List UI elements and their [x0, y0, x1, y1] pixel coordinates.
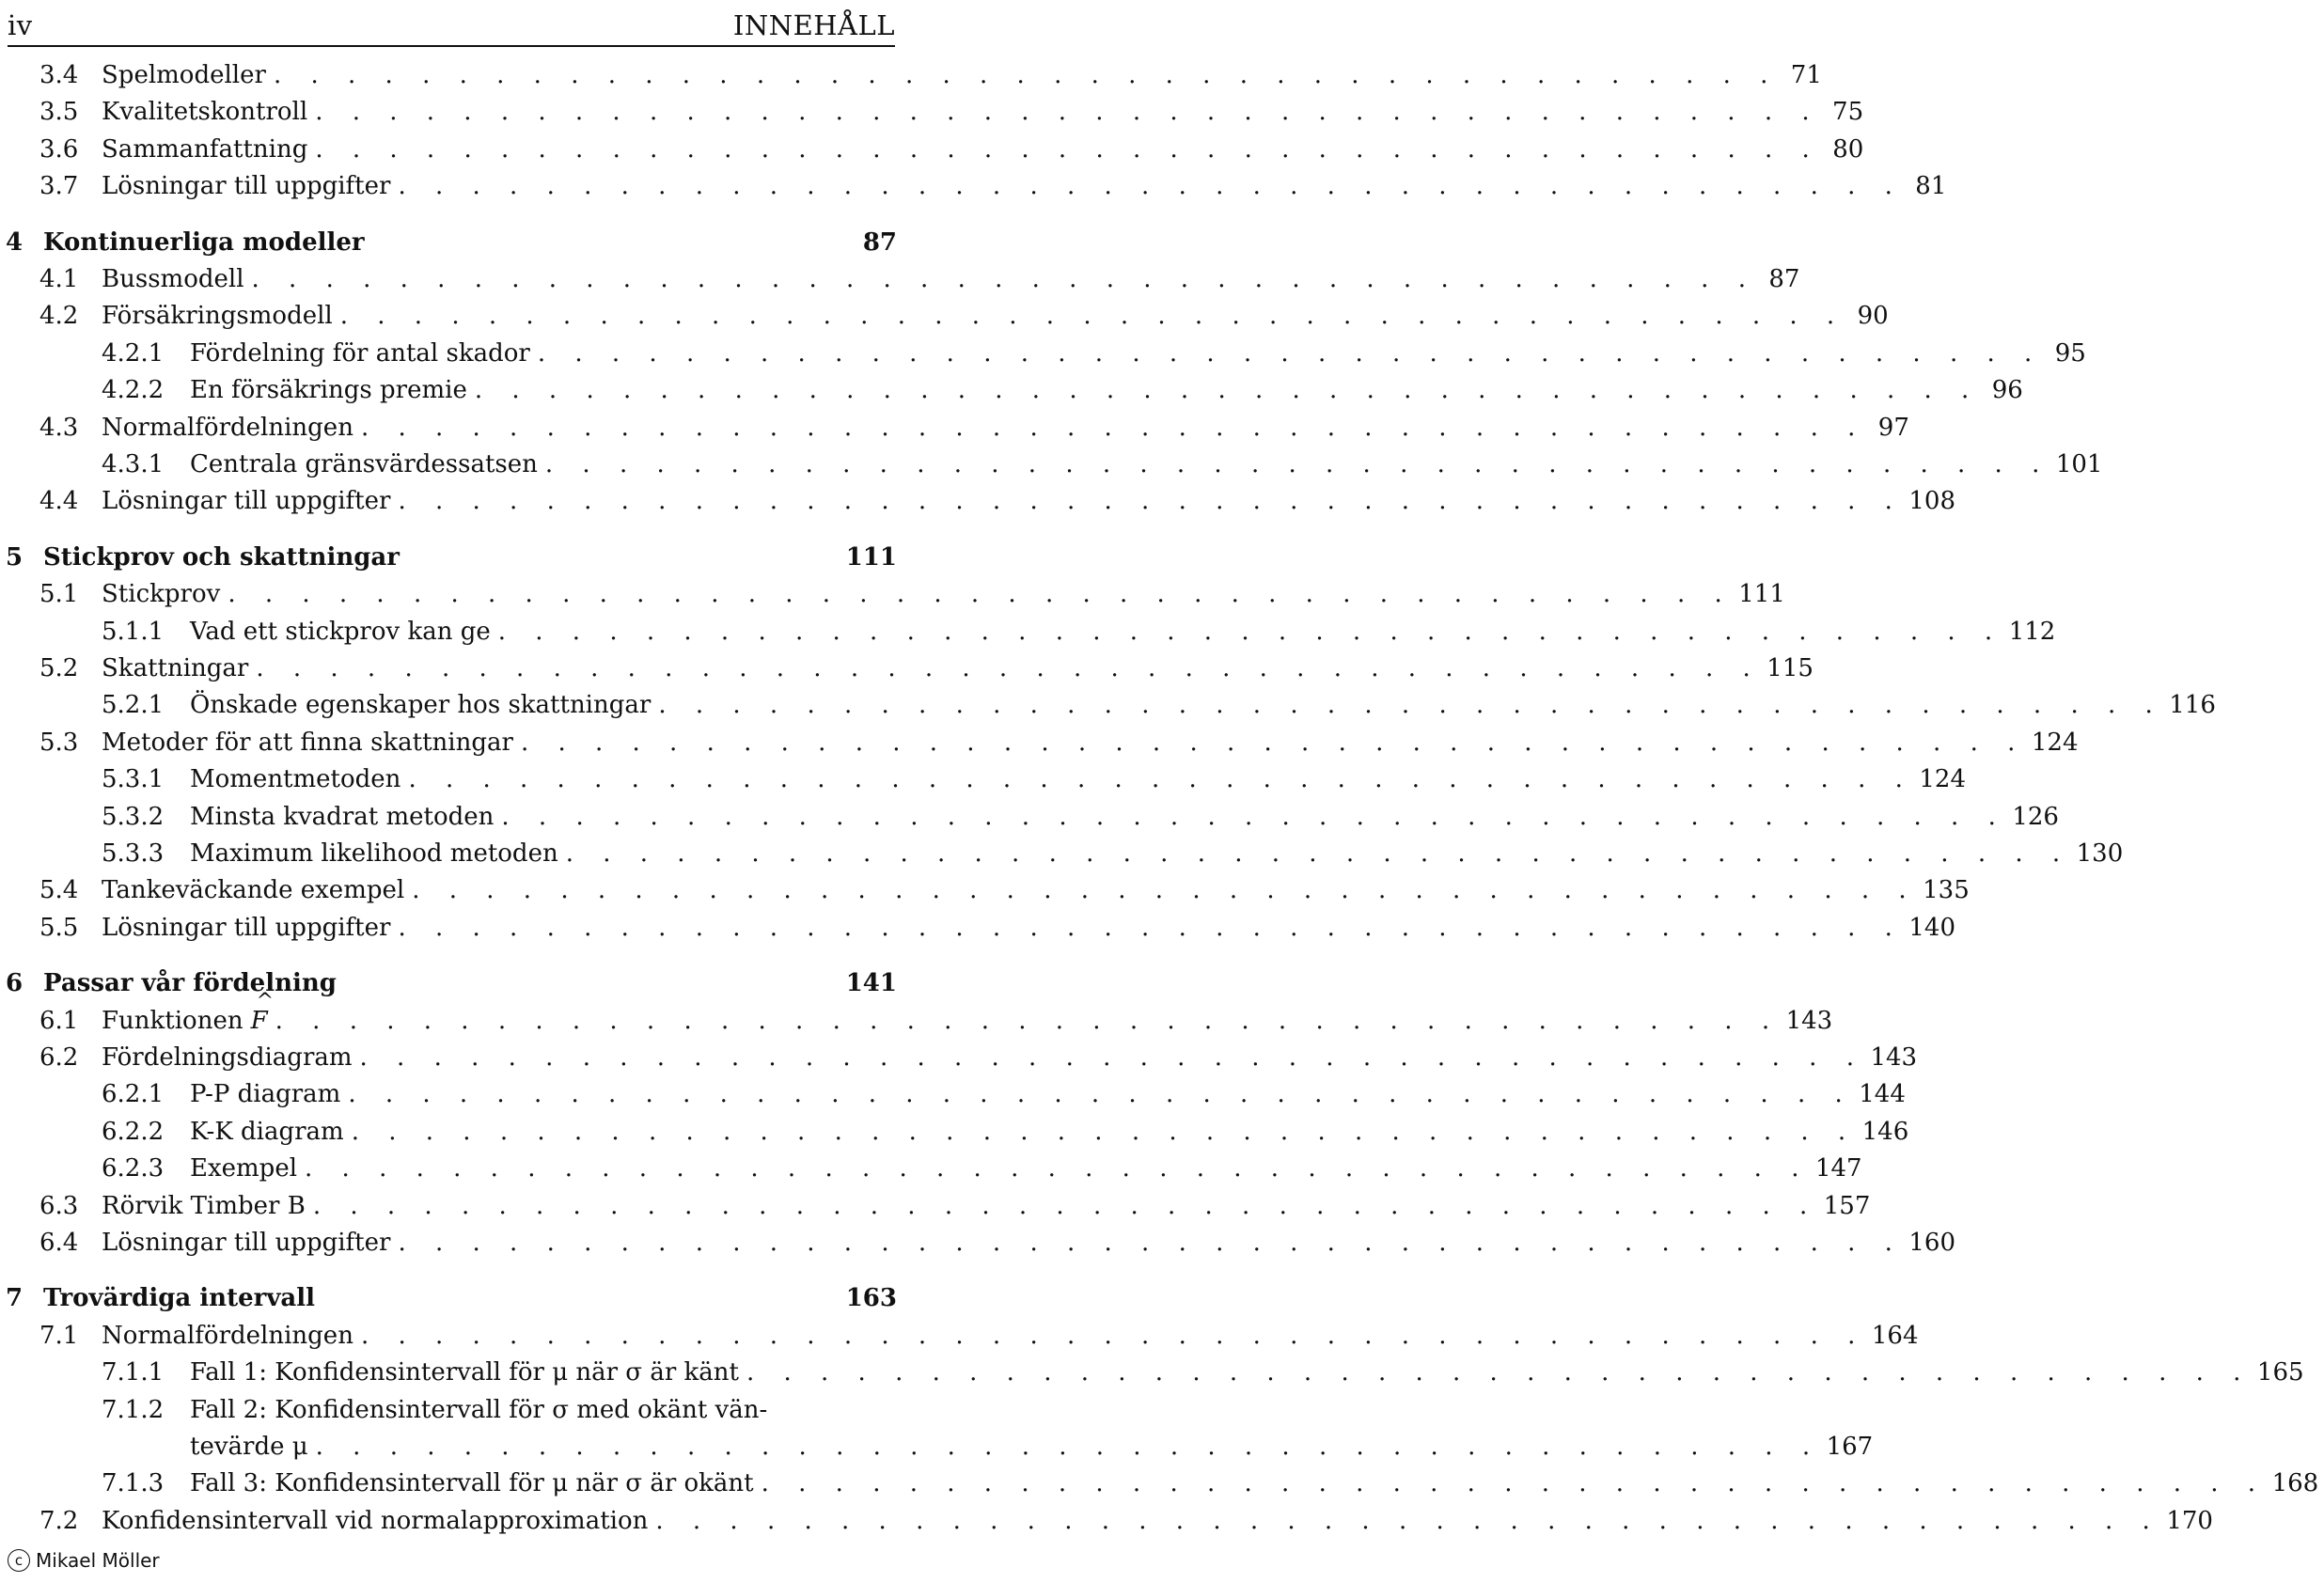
toc-entry-number: 7.2	[39, 1506, 79, 1535]
toc-page-number: 164	[1871, 1321, 1919, 1350]
toc-leader-dots: . . . . . . . . . . . . . . . . . . . . . . . . . . . . . . . . . . . . . . . . .	[351, 1117, 1857, 1146]
toc-entry[interactable]	[0, 613, 2056, 650]
toc-entry-title: Lösningar till uppgifter	[102, 487, 391, 516]
toc-entry-title: Passar vår fördelning	[43, 969, 337, 998]
toc-entry-title: Fall 1: Konfidensintervall för μ när σ är känt	[190, 1358, 739, 1387]
toc-entry-title: Lösningar till uppgifter	[102, 1229, 391, 1257]
toc-entry-number: 5.2	[39, 654, 79, 682]
copyright-icon: c	[8, 1549, 30, 1572]
toc-page-number: 95	[2054, 338, 2086, 368]
toc-entry-number: 5.4	[39, 876, 79, 905]
toc-entry-title: Fördelningsdiagram	[102, 1043, 353, 1072]
toc-entry-title: Centrala gränsvärdessatsen	[190, 450, 538, 478]
toc-leader-dots: . . . . . . . . . . . . . . . . . . . . . . . . . . . . . . . . . . . . . . . . .	[746, 1358, 2252, 1387]
toc-page-number: 147	[1814, 1154, 1862, 1183]
toc-page-number: 96	[1991, 376, 2023, 405]
toc-entry-number: 5.3	[39, 728, 79, 757]
toc-page-number: 168	[2271, 1469, 2319, 1498]
toc-entry-title: Skattningar	[102, 654, 249, 682]
toc-entry-title: Fall 3: Konfidensintervall för μ när σ är okänt	[190, 1469, 754, 1498]
toc-chapter[interactable]	[0, 1279, 903, 1317]
toc-entry-title: tevärde μ	[190, 1433, 308, 1461]
toc-entry-title: Bussmodell	[102, 265, 244, 293]
toc-page-number: 135	[1923, 876, 1970, 905]
toc-entry-title: K-K diagram	[190, 1117, 344, 1146]
toc-entry[interactable]	[0, 724, 2079, 761]
toc-entry-number: 4.2	[39, 302, 79, 331]
toc-leader-dots: . . . . . . . . . . . . . . . . . . . . . . . . . . . . . . . . . . . . . . . . .	[537, 338, 2043, 368]
toc-leader-dots: . . . . . . . . . . . . . . . . . . . . . . . . . . . . . . . . . . . . . . . . .	[408, 765, 1914, 794]
toc-leader-dots: . . . . . . . . . . . . . . . . . . . . . . . . . . . . . . . . . . . . . . . . .	[398, 172, 1904, 201]
toc-page-number: 146	[1861, 1117, 1909, 1146]
toc-page-number: 170	[2166, 1506, 2213, 1535]
toc-page-number: 75	[1832, 98, 1864, 127]
toc-page-number: 126	[2012, 802, 2059, 831]
footer-author: Mikael Möller	[36, 1549, 160, 1572]
toc-leader-dots: . . . . . . . . . . . . . . . . . . . . . . . . . . . . . . . . . . . . . . . . .	[360, 413, 1866, 442]
toc-leader-dots: . . . . . . . . . . . . . . . . . . . . . . . . . . . . . . . . . . . . . . . . .	[520, 728, 2026, 757]
toc-entry[interactable]	[0, 871, 1970, 909]
toc-leader-dots: . . . . . . . . . . . . . . . . . . . . . . . . . . . . . . . . . . . . . . . . .	[655, 1506, 2161, 1535]
toc-page-number: 165	[2256, 1358, 2304, 1387]
toc-leader-dots: . . . . . . . . . . . . . . . . . . . . . . . . . . . . . . . . . . . . . . . . .	[256, 654, 1762, 682]
toc-page-number: 97	[1877, 413, 1909, 442]
toc-entry-title: Kvalitetskontroll	[102, 98, 308, 127]
toc-entry[interactable]	[0, 760, 1967, 798]
toc-leader-dots: . . . . . . . . . . . . . . . . . . . . . . . . . . . . . . . . . . . . . . . . .	[544, 450, 2050, 478]
toc-page-number: 90	[1857, 302, 1889, 331]
toc-entry[interactable]	[0, 131, 1864, 168]
toc-page-number: 111	[1738, 580, 1785, 609]
toc-entry[interactable]	[0, 1075, 1906, 1113]
toc-entry[interactable]	[0, 56, 1822, 94]
running-title: INNEHÅLL	[732, 9, 895, 41]
toc-entry-title: Vad ett stickprov kan ge	[190, 617, 491, 646]
toc-entry-title: Fall 2: Konfidensintervall för σ med okänt vän-	[190, 1395, 768, 1424]
toc-entry-number: 5.3.2	[102, 802, 165, 831]
toc-entry[interactable]	[0, 686, 2216, 724]
toc-entry[interactable]	[0, 446, 2103, 483]
toc-entry-title: Stickprov och skattningar	[43, 542, 400, 572]
toc-entry[interactable]	[0, 1224, 1956, 1262]
toc-entry[interactable]	[0, 335, 2086, 372]
toc-entry-title: Normalfördelningen	[102, 413, 353, 442]
header-rule	[8, 45, 895, 47]
toc-leader-dots: . . . . . . . . . . . . . . . . . . . . . . . . . . . . . . . . . . . . . . . . .	[273, 61, 1779, 89]
toc-entry[interactable]	[0, 1187, 1871, 1225]
toc-entry-title: Funktionen	[102, 1006, 243, 1035]
toc-page-number: 140	[1908, 913, 1956, 942]
toc-leader-dots: . . . . . . . . . . . . . . . . . . . . . . . . . . . . . . . . . . . . . . . . .	[565, 839, 2071, 868]
toc-entry-number: 6.4	[39, 1229, 79, 1257]
toc-entry-title: Momentmetoden	[190, 765, 401, 794]
toc-entry-title: Lösningar till uppgifter	[102, 172, 391, 201]
toc-entry-number: 6.2.2	[102, 1117, 165, 1146]
toc-entry-number: 4	[6, 227, 24, 257]
toc-entry-number: 3.7	[39, 172, 79, 201]
toc-leader-dots: . . . . . . . . . . . . . . . . . . . . . . . . . . . . . . . . . . . . . . . . .	[251, 265, 1757, 293]
toc-entry[interactable]	[0, 371, 2023, 409]
math-f-hat: ^ F	[251, 1002, 268, 1040]
toc-entry-number: 5.3.3	[102, 839, 165, 868]
toc-entry[interactable]	[0, 1354, 2304, 1391]
toc-entry[interactable]	[0, 798, 2059, 836]
toc-entry-title: Trovärdiga intervall	[43, 1284, 316, 1313]
toc-entry[interactable]	[0, 482, 1956, 520]
toc-entry[interactable]	[0, 1391, 903, 1429]
toc-entry-number: 7.1.1	[102, 1358, 165, 1387]
toc-page-number: 116	[2169, 691, 2216, 720]
toc-entry[interactable]	[0, 409, 1909, 447]
toc-leader-dots: . . . . . . . . . . . . . . . . . . . . . . . . . . . . . . . . . . . . . . . . .	[312, 1191, 1818, 1220]
toc-entry-number: 6.2.3	[102, 1154, 165, 1183]
footer	[8, 1542, 160, 1579]
toc-entry-number: 4.2.1	[102, 338, 165, 368]
toc-page-number: 167	[1826, 1433, 1874, 1461]
toc-entry-title: Försäkringsmodell	[102, 302, 333, 331]
toc-leader-dots: . . . . . . . . . . . . . . . . . . . . . . . . . . . . . . . . . . . . . . . . .	[348, 1080, 1854, 1109]
toc-entry[interactable]	[0, 1113, 1909, 1151]
toc-entry-number: 5.1.1	[102, 617, 165, 646]
toc-entry-number: 5	[6, 542, 24, 572]
toc-page-number: 80	[1832, 134, 1864, 164]
toc-page-number: 157	[1823, 1191, 1871, 1220]
page-header	[8, 0, 895, 41]
toc-entry[interactable]	[0, 575, 1785, 613]
toc-entry-number: 3.5	[39, 98, 79, 127]
toc-entry[interactable]	[0, 909, 1956, 947]
toc-leader-dots: . . . . . . . . . . . . . . . . . . . . . . . . . . . . . . . . . . . . . . . . .	[315, 1433, 1821, 1461]
toc-chapter[interactable]	[0, 964, 903, 1002]
toc-entry[interactable]	[0, 1002, 1833, 1040]
toc-page-number: 124	[1919, 765, 1967, 794]
toc-leader-dots: . . . . . . . . . . . . . . . . . . . . . . . . . . . . . . . . . . . . . . . . .	[412, 876, 1918, 905]
toc-entry-title: Exempel	[190, 1154, 298, 1183]
toc-entry-number: 4.2.2	[102, 376, 165, 405]
toc-entry[interactable]	[0, 1428, 1874, 1465]
toc-entry[interactable]	[0, 297, 1889, 335]
toc-page-number: 130	[2076, 839, 2124, 868]
toc-entry-number: 3.6	[39, 134, 79, 164]
toc-leader-dots: . . . . . . . . . . . . . . . . . . . . . . . . . . . . . . . . . . . . . . . . .	[315, 98, 1821, 127]
toc-leader-dots: . . . . . . . . . . . . . . . . . . . . . . . . . . . . . . . . . . . . . . . . .	[658, 691, 2164, 720]
toc-entry-number: 7.1.2	[102, 1395, 165, 1424]
toc-page-number: 115	[1767, 654, 1814, 682]
toc-page-number: 112	[2008, 617, 2056, 646]
page-number: iv	[8, 9, 33, 41]
toc-entry-title: P-P diagram	[190, 1080, 341, 1109]
toc-entry-title: Stickprov	[102, 580, 221, 609]
toc-entry-title: Spelmodeller	[102, 61, 266, 89]
toc-entry-number: 6.2.1	[102, 1080, 165, 1109]
toc-page-number: 101	[2055, 450, 2103, 478]
toc-entry-title: Normalfördelningen	[102, 1321, 353, 1350]
toc-entry[interactable]	[0, 1317, 1919, 1355]
toc-entry[interactable]	[0, 1150, 1862, 1187]
toc-entry[interactable]	[0, 93, 1864, 131]
toc-leader-dots: . . . . . . . . . . . . . . . . . . . . . . . . . . . . . . . . . . . . . . . . .	[360, 1321, 1866, 1350]
toc-page-number: 160	[1908, 1229, 1956, 1257]
toc-page-number: 111	[845, 542, 897, 572]
toc-page-number: 81	[1915, 172, 1947, 201]
toc-entry-number: 7.1.3	[102, 1469, 165, 1498]
toc-entry-number: 5.3.1	[102, 765, 165, 794]
toc-page-number: 71	[1790, 61, 1822, 89]
toc-entry-number: 4.3.1	[102, 450, 165, 478]
toc-leader-dots: . . . . . . . . . . . . . . . . . . . . . . . . . . . . . . . . . . . . . . . . .	[398, 1229, 1904, 1257]
toc-entry-number: 6	[6, 969, 24, 998]
toc-entry-title: Konfidensintervall vid normalapproximation	[102, 1506, 649, 1535]
toc-entry[interactable]	[0, 1465, 2319, 1502]
toc-entry-number: 5.1	[39, 580, 79, 609]
toc-page-number: 141	[845, 969, 897, 998]
toc-leader-dots: . . . . . . . . . . . . . . . . . . . . . . . . . . . . . . . . . . . . . . . . .	[761, 1469, 2267, 1498]
toc-entry-number: 3.4	[39, 61, 79, 89]
toc-page-number: 143	[1870, 1043, 1918, 1072]
toc-entry-number: 5.5	[39, 913, 79, 942]
toc-entry-number: 6.1	[39, 1006, 79, 1035]
toc-entry-number: 4.3	[39, 413, 79, 442]
toc-page-number: 108	[1908, 487, 1956, 516]
toc-entry[interactable]	[0, 1039, 1918, 1076]
toc-entry[interactable]	[0, 1502, 2213, 1540]
toc-leader-dots: . . . . . . . . . . . . . . . . . . . . . . . . . . . . . . . . . . . . . . . . .	[497, 617, 2003, 646]
toc-entry-title: Minsta kvadrat metoden	[190, 802, 495, 831]
toc-entry-number: 6.3	[39, 1191, 79, 1220]
toc-entry-number: 7	[6, 1284, 24, 1313]
toc-leader-dots: . . . . . . . . . . . . . . . . . . . . . . . . . . . . . . . . . . . . . . . . .	[228, 580, 1734, 609]
toc-entry-title: Lösningar till uppgifter	[102, 913, 391, 942]
toc-entry-number: 5.2.1	[102, 691, 165, 720]
toc-page-number: 143	[1785, 1006, 1833, 1035]
toc-page-number: 163	[845, 1284, 897, 1313]
toc-entry[interactable]	[0, 260, 1800, 298]
toc-leader-dots: . . . . . . . . . . . . . . . . . . . . . . . . . . . . . . . . . . . . . . . . .	[501, 802, 2007, 831]
toc-leader-dots: . . . . . . . . . . . . . . . . . . . . . . . . . . . . . . . . . . . . . . . . .	[398, 487, 1904, 516]
toc-chapter[interactable]	[0, 539, 903, 576]
toc-entry-title: Maximum likelihood metoden	[190, 839, 558, 868]
toc-leader-dots: . . . . . . . . . . . . . . . . . . . . . . . . . . . . . . . . . . . . . . . . .	[398, 913, 1904, 942]
toc-entry[interactable]	[0, 650, 1814, 687]
toc-entry-title: Kontinuerliga modeller	[43, 227, 365, 257]
toc-entry-title: Önskade egenskaper hos skattningar	[190, 691, 652, 720]
toc-entry-number: 7.1	[39, 1321, 79, 1350]
toc-entry-title: Fördelning för antal skador	[190, 338, 530, 368]
toc-entry-number: 4.4	[39, 487, 79, 516]
toc-chapter[interactable]	[0, 224, 903, 261]
toc-entry-title: Sammanfattning	[102, 134, 308, 164]
toc-entry-title: Tankeväckande exempel	[102, 876, 405, 905]
toc-leader-dots: . . . . . . . . . . . . . . . . . . . . . . . . . . . . . . . . . . . . . . . . .	[315, 134, 1821, 164]
toc-entry-number: 4.1	[39, 265, 79, 293]
toc-entry-title: En försäkrings premie	[190, 376, 467, 405]
toc-leader-dots: . . . . . . . . . . . . . . . . . . . . . . . . . . . . . . . . . . . . . . . . .	[474, 376, 1980, 405]
toc-page-number: 87	[862, 227, 897, 257]
toc-entry[interactable]	[0, 167, 1947, 205]
toc-leader-dots: . . . . . . . . . . . . . . . . . . . . . . . . . . . . . . . . . . . . . . . . .	[359, 1043, 1865, 1072]
toc-entry-title: Metoder för att finna skattningar	[102, 728, 513, 757]
toc-page-number: 124	[2031, 728, 2079, 757]
toc-page-number: 144	[1859, 1080, 1906, 1109]
toc-leader-dots: . . . . . . . . . . . . . . . . . . . . . . . . . . . . . . . . . . . . . . . . .	[339, 302, 1845, 331]
toc-leader-dots: . . . . . . . . . . . . . . . . . . . . . . . . . . . . . . . . . . . . . . . . .	[275, 1006, 1781, 1035]
toc-leader-dots: . . . . . . . . . . . . . . . . . . . . . . . . . . . . . . . . . . . . . . . . .	[305, 1154, 1810, 1183]
toc-entry[interactable]	[0, 835, 2124, 872]
toc-entry-title: Rörvik Timber B	[102, 1191, 306, 1220]
toc-entry-number: 6.2	[39, 1043, 79, 1072]
toc-page-number: 87	[1768, 265, 1800, 293]
